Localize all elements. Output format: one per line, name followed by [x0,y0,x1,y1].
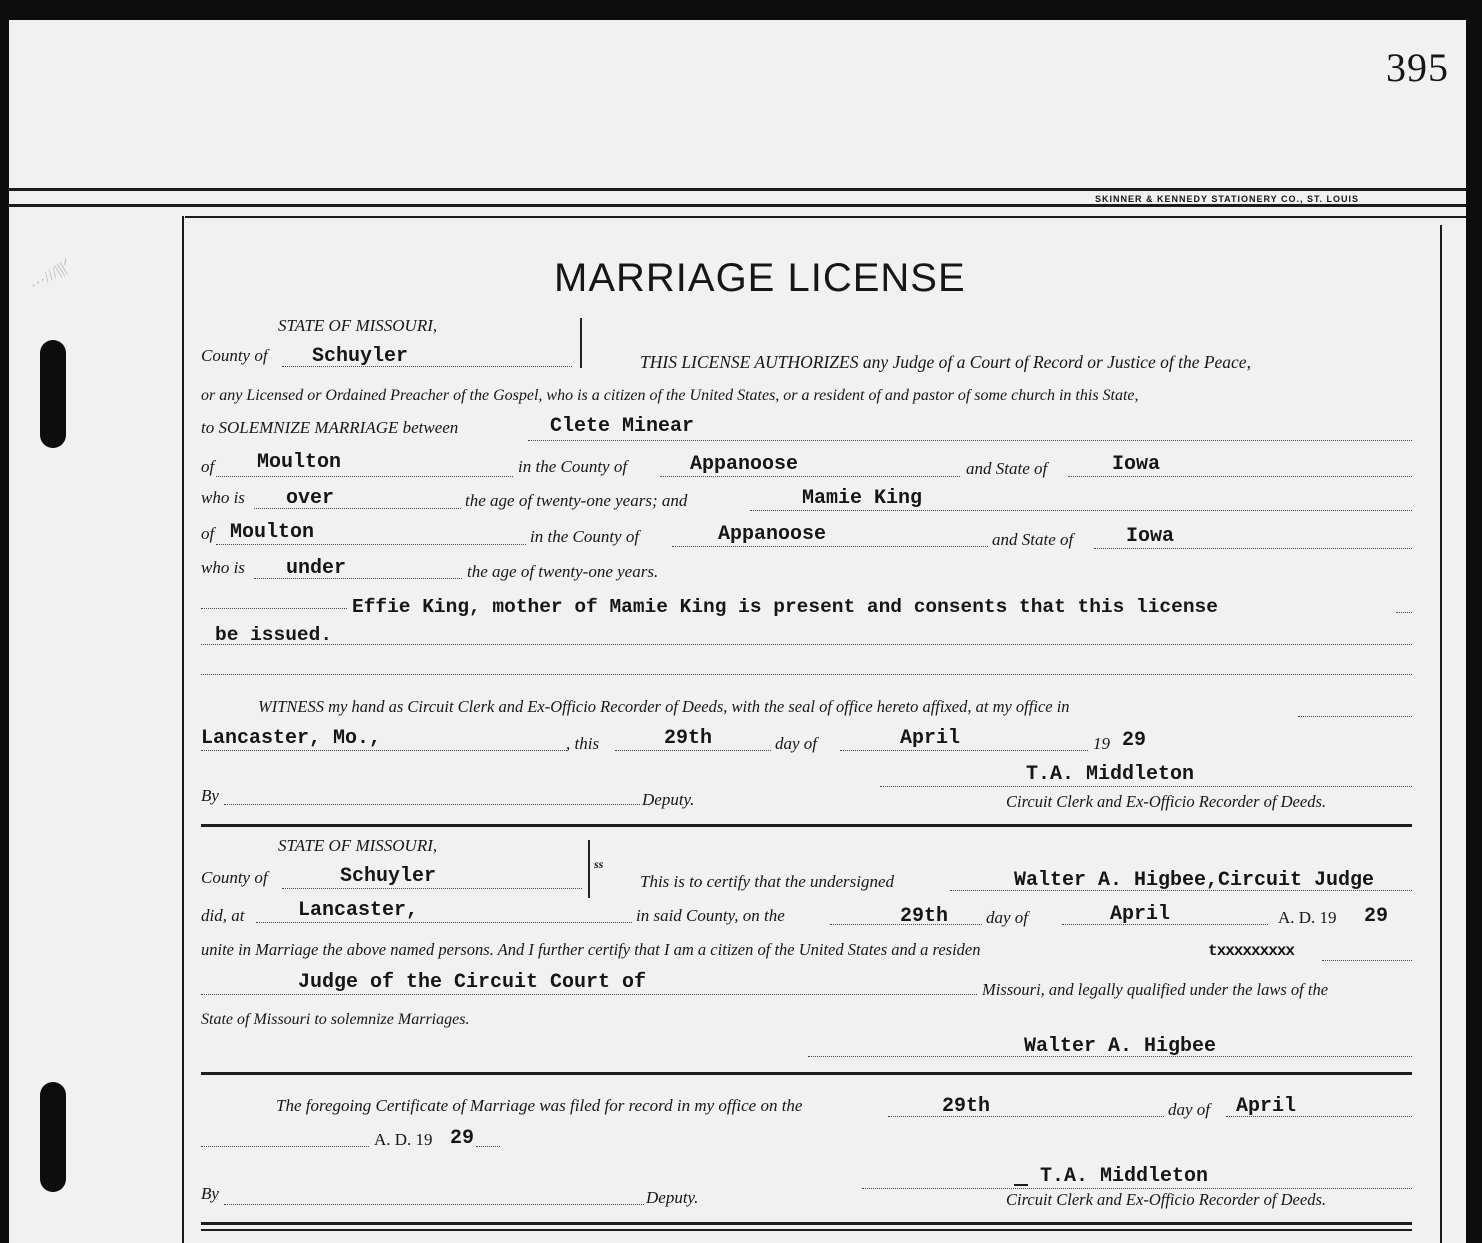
filing-day: 29th [942,1095,991,1118]
cert-struck-text: txxxxxxxxx [1208,942,1295,960]
cert-county-label: County of [201,868,268,887]
license-clerk-title: Circuit Clerk and Ex-Officio Recorder of Deeds. [1006,792,1326,811]
issue-month-line [840,750,1088,751]
consent-line-2-rule [201,644,1412,645]
groom-state: Iowa [1112,453,1161,476]
bride-state-line [1094,548,1412,549]
license-by-label: By [201,786,219,805]
place-line [201,750,567,751]
bride-town: Moulton [230,521,315,544]
license-deputy-label: Deputy. [642,790,695,809]
cert-certify-label: This is to certify that the undersigned [640,872,895,891]
scan-top-border [0,0,1482,20]
filing-clerk-title: Circuit Clerk and Ex-Officio Recorder of Deeds. [1006,1190,1326,1209]
groom-county: Appanoose [690,453,799,476]
bride-county-line [672,546,988,547]
filing-signature-line [862,1188,1412,1189]
age-and-text: the age of twenty-one years; and [465,491,688,510]
cert-did-at-label: did, at [201,906,245,925]
cert-residence-line [1322,960,1412,961]
license-state-label: STATE OF MISSOURI, [278,316,438,335]
cert-day-of-label: day of [986,908,1029,927]
filing-year: 29 [450,1127,475,1150]
document-title: MARRIAGE LICENSE [554,256,966,300]
issue-place: Lancaster, Mo., [201,727,382,750]
groom-of-label: of [201,457,215,476]
cert-ad-label: A. D. 19 [1278,908,1337,927]
clerk-signature-line [880,786,1412,787]
form-left-border [182,216,184,1243]
cert-state-label: STATE OF MISSOURI, [278,836,438,855]
license-county-label: County of [201,346,268,365]
stationer-imprint: SKINNER & KENNEDY STATIONERY CO., ST. LOUIS [1095,194,1360,204]
filing-ad-label: A. D. 19 [374,1130,433,1149]
issue-day-line [615,750,771,751]
cert-county-line [282,888,582,889]
scan-right-border [1466,0,1482,1243]
cert-month: April [1110,903,1171,926]
page-number: 395 [1386,45,1449,90]
bride-county-label: in the County of [530,527,640,546]
this-label: , this [566,734,600,753]
binder-hole-top [40,340,66,448]
faded-margin-marks: ···///|||ᐟ [27,256,76,295]
filing-deputy-label: Deputy. [646,1188,699,1207]
bride-who-is-label: who is [201,558,245,577]
clerk-signature: T.A. Middleton [1026,763,1195,786]
header-rule-1 [9,188,1466,191]
groom-county-label: in the County of [518,457,628,476]
bride-age-text: the age of twenty-one years. [467,562,659,581]
groom-age: over [286,487,335,510]
cert-missouri-text: Missouri, and legally qualified under the laws of the [982,980,1329,999]
bride-county: Appanoose [718,523,827,546]
bride-age: under [286,557,347,580]
license-deputy-line [224,804,640,805]
consent-line-tail [1396,612,1412,613]
cert-unite-text: unite in Marriage the above named persons. And I further certify that I am a citizen of the United States and a residen [201,940,981,959]
filing-foregoing-text: The foregoing Certificate of Marriage was filed for record in my office on the [276,1096,803,1115]
cert-in-county-label: in said County, on the [636,906,785,925]
cert-year: 29 [1364,905,1389,928]
license-section-divider [201,824,1412,827]
license-preacher-text: or any Licensed or Ordained Preacher of the Gospel, who is a citizen of the United States, or a resident of and pastor of some church in this State, [201,387,1139,404]
cert-day: 29th [900,905,949,928]
filing-year-line [476,1146,500,1147]
bride-state-label: and State of [992,530,1074,549]
bottom-rule-1 [201,1222,1412,1225]
judge-title: Judge of the Circuit Court of [298,971,647,994]
filing-day-of-label: day of [1168,1100,1211,1119]
groom-who-is-label: who is [201,488,245,507]
cert-state-text: State of Missouri to solemnize Marriages. [201,1011,470,1028]
witness-line [1298,716,1412,717]
filing-day-line [888,1116,1164,1117]
issue-year: 29 [1122,729,1147,752]
witness-text: WITNESS my hand as Circuit Clerk and Ex-Officio Recorder of Deeds, with the seal of office hereto affixed, at my office in [258,697,1070,716]
issue-year-prefix: 19 [1093,734,1110,753]
consent-line-lead [201,608,347,609]
form-right-border [1440,225,1442,1243]
filing-clerk-signature: T.A. Middleton [1040,1165,1209,1188]
license-brace [570,318,582,368]
groom-town-line [216,476,513,477]
groom-state-line [1068,476,1412,477]
judge-line [201,994,977,995]
filing-by-label: By [201,1184,219,1203]
groom-town: Moulton [257,451,342,474]
groom-name: Clete Minear [550,415,695,438]
issue-month: April [900,727,961,750]
consent-line-1: Effie King, mother of Mamie King is present and consents that this license [352,596,1218,618]
cert-ss: ss [594,857,604,871]
filing-month: April [1236,1095,1297,1118]
issue-day: 29th [664,727,713,750]
binder-hole-bottom [40,1082,66,1192]
cert-county: Schuyler [340,865,437,888]
officiant: Walter A. Higbee,Circuit Judge [1014,869,1375,892]
bride-state: Iowa [1126,525,1175,548]
certificate-section-divider [201,1072,1412,1075]
cert-place: Lancaster, [298,899,419,922]
bride-name: Mamie King [802,487,923,510]
scan-left-border [0,0,9,1243]
cert-place-line [256,922,632,923]
consent-line-2: be issued. [215,624,333,646]
bride-name-line [750,510,1412,511]
bride-of-label: of [201,524,215,543]
filing-deputy-line [224,1204,644,1205]
cert-brace [578,840,590,898]
filing-ad-line [201,1146,369,1147]
groom-name-line [528,440,1412,441]
groom-state-label: and State of [966,459,1048,478]
judge-signature: Walter A. Higbee [1024,1035,1217,1058]
groom-county-line [660,476,960,477]
blank-line [201,674,1412,675]
license-authorizes-text: THIS LICENSE AUTHORIZES any Judge of a Court of Record or Justice of the Peace, [640,352,1251,372]
header-rule-2 [9,204,1466,207]
solemnize-label: to SOLEMNIZE MARRIAGE between [201,418,459,437]
bride-town-line [216,544,526,545]
license-county-value: Schuyler [312,345,409,368]
header-rule-3 [185,216,1466,218]
filing-signature-dash [1014,1184,1028,1186]
issue-day-of-label: day of [775,734,818,753]
bottom-rule-2 [201,1229,1412,1231]
